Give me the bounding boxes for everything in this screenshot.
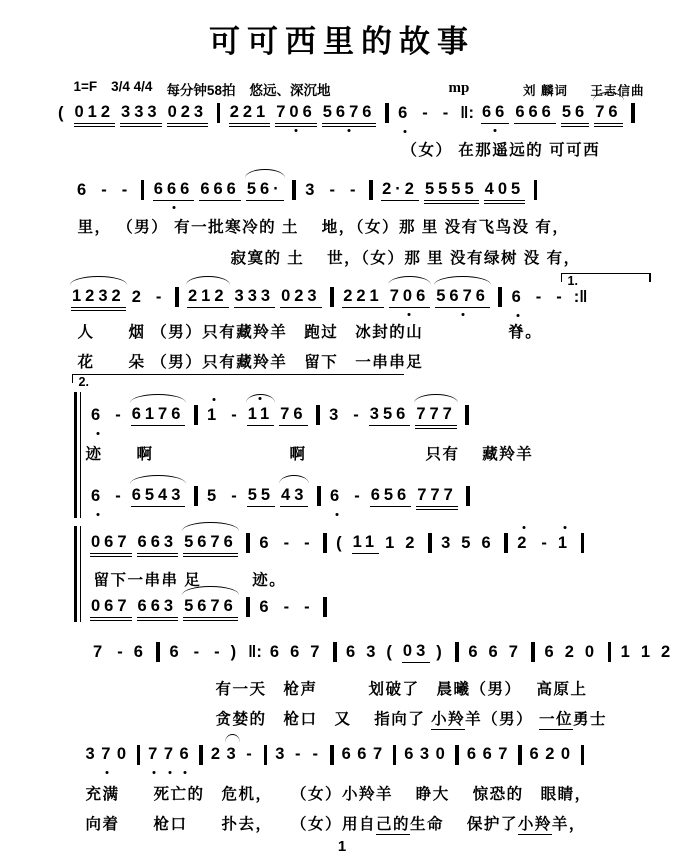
slur-arc	[414, 394, 458, 403]
note-token: 1	[385, 534, 399, 552]
barline	[385, 103, 389, 123]
barline	[323, 533, 327, 553]
barline	[581, 745, 585, 765]
note-token: 6	[133, 643, 147, 661]
note-token: -	[283, 534, 290, 552]
barline	[246, 597, 250, 617]
barline	[504, 533, 508, 553]
tempo-marking: 每分钟58拍	[166, 83, 236, 98]
note-token: 76	[594, 102, 622, 124]
note-token: 333	[120, 102, 162, 124]
song-title: 可可西里的故事	[209, 24, 475, 59]
note-token: 221	[229, 102, 271, 124]
high-octave-dot	[522, 526, 525, 529]
note-token: 3	[305, 181, 319, 199]
note-token: 1232	[71, 286, 126, 308]
note-token: 66	[481, 102, 509, 124]
note-token: 6	[529, 745, 542, 763]
barline	[316, 405, 320, 425]
barline	[217, 103, 221, 123]
double-underline	[167, 126, 209, 127]
note-token: 6	[488, 643, 502, 661]
note-token: 7	[310, 643, 324, 661]
barline	[531, 642, 535, 662]
note-token: 6	[397, 103, 412, 124]
lyrics-line-7-verse1	[86, 782, 592, 804]
note-token: -	[246, 745, 252, 763]
barline	[199, 745, 203, 765]
note-token: 6	[481, 534, 495, 552]
note-token: 7	[508, 643, 522, 661]
note-token: 663	[137, 596, 179, 618]
lyrics-line-3-verse2	[78, 350, 424, 372]
note-token: 5676	[322, 102, 377, 124]
system-bracket-icon	[74, 392, 82, 518]
note-token: 3	[419, 745, 432, 763]
note-token: 405	[484, 179, 526, 201]
note-token: 666	[153, 179, 195, 201]
note-token: 55	[247, 485, 275, 507]
low-octave-dot	[403, 130, 406, 133]
low-octave-dot	[153, 771, 156, 774]
note-token: 一位	[539, 707, 573, 730]
note-token: 2	[405, 534, 419, 552]
low-octave-dot	[348, 129, 351, 132]
low-octave-dot	[408, 313, 411, 316]
note-token: 生命 保护了	[410, 816, 518, 833]
slur-arc	[130, 394, 187, 403]
note-token: 6	[468, 643, 482, 661]
note-token: 寂寞的 土 世，（女）那 里 没有绿树 没 有，	[230, 250, 581, 267]
composer-credit: 王志信曲	[590, 84, 645, 98]
notation-line-5-lower-voice	[88, 485, 476, 507]
lyrics-line-7-verse2	[86, 812, 586, 835]
note-token: 6	[466, 745, 479, 763]
note-token: -	[541, 534, 547, 552]
note-token: 7	[163, 744, 177, 765]
note-token: :‖	[573, 288, 588, 306]
note-token: 羊，	[551, 816, 586, 833]
note-token: 3	[366, 643, 380, 661]
note-token: 羊（男）	[465, 711, 539, 728]
note-token: 6	[341, 745, 354, 763]
slur-arc	[130, 475, 187, 484]
slur-arc	[70, 276, 127, 285]
key-signature: 1=F	[73, 79, 98, 94]
barline	[393, 745, 397, 765]
notation-line-2	[74, 179, 544, 201]
two-voice-system-1	[74, 392, 649, 518]
note-token: 6	[346, 643, 360, 661]
mood-marking: 悠远、深沉地	[249, 83, 331, 98]
note-token: )	[230, 643, 241, 661]
note-token: 1	[640, 643, 655, 661]
sheet-music-page	[28, 0, 675, 865]
note-token: 2·2	[381, 179, 419, 201]
note-token: -	[329, 181, 335, 199]
note-token: 6	[179, 744, 193, 765]
note-token: -	[115, 487, 121, 505]
note-token: -	[349, 181, 356, 199]
note-token: 56·	[246, 179, 284, 201]
note-token: (	[386, 643, 396, 661]
barline	[455, 745, 459, 765]
note-token: 7	[93, 643, 107, 661]
volta-2-bracket	[72, 374, 404, 387]
note-token: 5676	[183, 596, 238, 618]
barline	[608, 642, 612, 662]
note-token: -	[101, 181, 107, 199]
note-token: 656	[370, 485, 412, 507]
note-token: 留下一串串 足 迹。	[93, 572, 287, 589]
barline	[498, 287, 502, 307]
slur-arc	[225, 734, 241, 743]
note-token: 7	[100, 744, 114, 765]
barline	[137, 745, 141, 765]
note-token: 2	[131, 288, 145, 306]
double-underline	[484, 203, 526, 204]
notation-line-9	[84, 744, 591, 765]
slur-arc	[186, 276, 230, 285]
barline	[194, 486, 198, 506]
note-token: -	[115, 406, 121, 424]
note-token: -	[304, 534, 310, 552]
note-token: 6	[329, 486, 344, 507]
note-token: -	[155, 288, 162, 306]
double-underline	[594, 126, 622, 127]
double-underline	[71, 310, 126, 311]
note-token: 6	[482, 745, 495, 763]
note-token: 666	[199, 179, 241, 201]
note-token: 706	[389, 286, 431, 308]
lyrics-line-4	[86, 442, 534, 464]
note-token: ‖:	[248, 643, 262, 661]
note-token: 0	[116, 745, 129, 763]
credits	[523, 81, 644, 99]
note-token: 小羚	[431, 707, 465, 730]
note-token: 5676	[435, 286, 490, 308]
double-underline	[120, 126, 162, 127]
notation-line-1	[55, 102, 641, 124]
dynamic-marking: mp	[448, 80, 470, 96]
note-token: 6	[511, 287, 526, 308]
low-octave-dot	[517, 314, 520, 317]
note-token: -	[231, 487, 237, 505]
note-token: -	[442, 104, 449, 122]
low-octave-dot	[294, 129, 297, 132]
volta-2-label: 2.	[78, 375, 89, 389]
low-octave-dot	[106, 771, 109, 774]
note-token: 向着 枪口 扑去， （女）用自	[85, 816, 377, 833]
note-token: 小羚	[518, 812, 552, 835]
note-token: 里， （男） 有一批寒冷的 土 地，（女）那 里 没有飞鸟没 有，	[77, 219, 570, 236]
barline	[466, 486, 470, 506]
note-token: 5	[461, 534, 475, 552]
note-token: 6	[77, 181, 91, 199]
note-token: 43	[280, 485, 308, 507]
lyrics-line-5	[94, 568, 287, 590]
note-token: 充满 死亡的 危机， （女）小羚羊 睁大 惊恐的 眼睛，	[85, 786, 592, 803]
note-token: -	[193, 643, 200, 661]
double-underline	[322, 126, 377, 127]
slur-arc	[182, 522, 239, 531]
note-token: 706	[275, 102, 317, 124]
note-token: 0	[435, 745, 448, 763]
note-token: 11	[247, 404, 274, 426]
note-token: 3	[275, 745, 287, 763]
slur-arc	[245, 169, 285, 178]
double-underline	[183, 556, 238, 557]
barline	[330, 745, 334, 765]
double-underline	[229, 126, 271, 127]
low-octave-dot	[168, 771, 171, 774]
note-token: 5555	[424, 179, 479, 201]
note-token: 76	[279, 404, 307, 426]
note-token: 777	[416, 485, 458, 507]
notation-line-3	[69, 286, 592, 308]
note-token: 067	[90, 532, 132, 554]
notation-line-7-lower-voice	[88, 596, 333, 618]
note-token: 6	[90, 486, 105, 507]
barline	[264, 745, 268, 765]
barline	[317, 486, 321, 506]
barline	[292, 180, 296, 200]
note-token: -	[117, 643, 123, 661]
double-underline	[561, 126, 589, 127]
note-token: 56	[561, 102, 589, 124]
low-octave-dot	[494, 129, 497, 132]
double-underline	[415, 428, 457, 429]
note-token: 7	[147, 744, 161, 765]
note-token: 212	[187, 286, 229, 308]
barline	[518, 745, 522, 765]
note-token: 023	[167, 102, 209, 124]
note-token: (	[336, 534, 346, 552]
double-underline	[74, 126, 116, 127]
note-token: ‖:	[460, 104, 474, 122]
barline	[194, 405, 198, 425]
note-token: 有一天 枪声 划破了 晨曦（男） 高原上	[215, 681, 588, 698]
note-token: 012	[74, 102, 116, 124]
time-signature: 3/4 4/4	[111, 79, 153, 94]
note-token: 6176	[131, 404, 186, 426]
note-token: 1	[206, 405, 221, 426]
system-bracket-icon	[74, 526, 82, 622]
note-token: -	[121, 181, 128, 199]
note-token: )	[436, 643, 446, 661]
page-number: 1	[337, 838, 347, 855]
note-token: 2	[210, 745, 223, 763]
barline	[156, 642, 160, 662]
note-token: 221	[342, 286, 384, 308]
note-token: -	[294, 745, 301, 763]
double-underline	[90, 620, 132, 621]
low-octave-dot	[335, 513, 338, 516]
barline	[581, 533, 585, 553]
note-token: 023	[280, 286, 322, 308]
lyrics-line-2-verse1	[78, 215, 570, 237]
low-octave-dot	[184, 771, 187, 774]
low-octave-dot	[96, 432, 99, 435]
barline	[428, 533, 432, 553]
note-token: 7	[372, 745, 385, 763]
low-octave-dot	[172, 206, 175, 209]
note-token: 2	[545, 745, 557, 763]
notation-line-6-upper-voice	[88, 532, 591, 554]
double-underline	[137, 556, 179, 557]
note-token: -	[304, 598, 310, 616]
note-token: 663	[137, 532, 179, 554]
high-octave-dot	[212, 398, 215, 401]
note-token: 迹 啊 啊 只有 藏羚羊	[85, 446, 534, 463]
barline	[333, 642, 337, 662]
lyrics-line-6-verse1	[216, 677, 588, 699]
note-token: (	[58, 104, 68, 122]
note-token: 己的	[376, 812, 410, 835]
note-token: -	[354, 487, 360, 505]
note-token: 6	[259, 598, 273, 616]
note-token: 1	[557, 533, 572, 554]
note-token: 3	[329, 406, 343, 424]
note-token: 贪婪的 枪口 又 指向了	[215, 711, 432, 728]
barline	[465, 405, 469, 425]
lyrics-line-6-verse2	[216, 707, 607, 730]
note-token: 2	[516, 533, 531, 554]
note-token: 5	[207, 487, 221, 505]
barline	[455, 642, 459, 662]
note-token: 6	[169, 643, 183, 661]
lyrics-line-2-verse2	[231, 246, 581, 268]
slur-arc	[593, 92, 623, 101]
barline	[175, 287, 179, 307]
note-token: 0	[584, 643, 599, 661]
note-token: 7	[498, 745, 510, 763]
double-underline	[183, 620, 238, 621]
note-token: -	[556, 288, 562, 306]
note-token: 1	[620, 643, 634, 661]
note-token: 356	[369, 404, 411, 426]
notation-line-8	[90, 641, 684, 663]
volta-1-label: 1.	[567, 274, 578, 288]
slur-arc	[434, 276, 491, 285]
note-token: -	[422, 104, 428, 122]
note-token: 6	[90, 405, 105, 426]
note-token: 6	[357, 745, 369, 763]
double-underline	[275, 126, 317, 127]
note-token: -	[353, 406, 359, 424]
note-token: 666	[514, 102, 556, 124]
two-voice-system-2	[74, 526, 649, 622]
note-token: 6543	[131, 485, 186, 507]
note-token: 11	[352, 532, 379, 554]
note-token: 0	[560, 745, 573, 763]
note-token: 777	[415, 404, 457, 426]
note-token: 2	[661, 643, 675, 661]
barline	[141, 180, 145, 200]
note-token: 5676	[183, 532, 238, 554]
note-token: -	[283, 598, 290, 616]
note-token: （女） 在那遥远的 可可西	[401, 142, 601, 159]
barline	[631, 103, 635, 123]
slur-arc	[388, 276, 432, 285]
note-token: -	[231, 406, 237, 424]
slur-arc	[246, 394, 275, 403]
note-token: 花 朵 （男）只有藏羚羊 留下 一串串足	[77, 354, 424, 371]
note-token: 3	[85, 745, 98, 763]
note-token: -	[214, 643, 220, 661]
barline	[246, 533, 250, 553]
lyrics-line-1	[402, 138, 601, 160]
barline	[369, 180, 373, 200]
double-underline	[424, 203, 479, 204]
barline	[534, 180, 538, 200]
double-underline	[416, 509, 458, 510]
low-octave-dot	[96, 513, 99, 516]
key-time-tempo-line	[74, 79, 331, 99]
barline	[323, 597, 327, 617]
note-token: 6	[269, 643, 284, 661]
note-token: -	[535, 288, 542, 306]
notation-line-4-upper-voice	[88, 404, 475, 426]
note-token: 6	[544, 643, 558, 661]
lyricist-credit: 刘 麟词	[523, 84, 568, 98]
high-octave-dot	[563, 526, 566, 529]
note-token: 333	[234, 286, 276, 308]
note-token: 6	[404, 745, 416, 763]
note-token: 3	[226, 744, 240, 765]
double-underline	[90, 556, 132, 557]
note-token: 6	[259, 534, 273, 552]
note-token: -	[312, 745, 318, 763]
note-token: 03	[402, 641, 430, 663]
barline	[330, 287, 334, 307]
note-token: 3	[441, 534, 455, 552]
note-token: 067	[90, 596, 132, 618]
double-underline	[137, 620, 179, 621]
volta-1-bracket	[561, 273, 651, 286]
note-token: 勇士	[572, 711, 607, 728]
slur-arc	[279, 475, 309, 484]
note-token: 2	[564, 643, 578, 661]
low-octave-dot	[461, 313, 464, 316]
note-token: 人 烟 （男）只有藏羚羊 跑过 冰封的山 脊。	[77, 324, 543, 341]
lyrics-line-3-verse1	[78, 320, 543, 342]
note-token: 6	[290, 643, 304, 661]
